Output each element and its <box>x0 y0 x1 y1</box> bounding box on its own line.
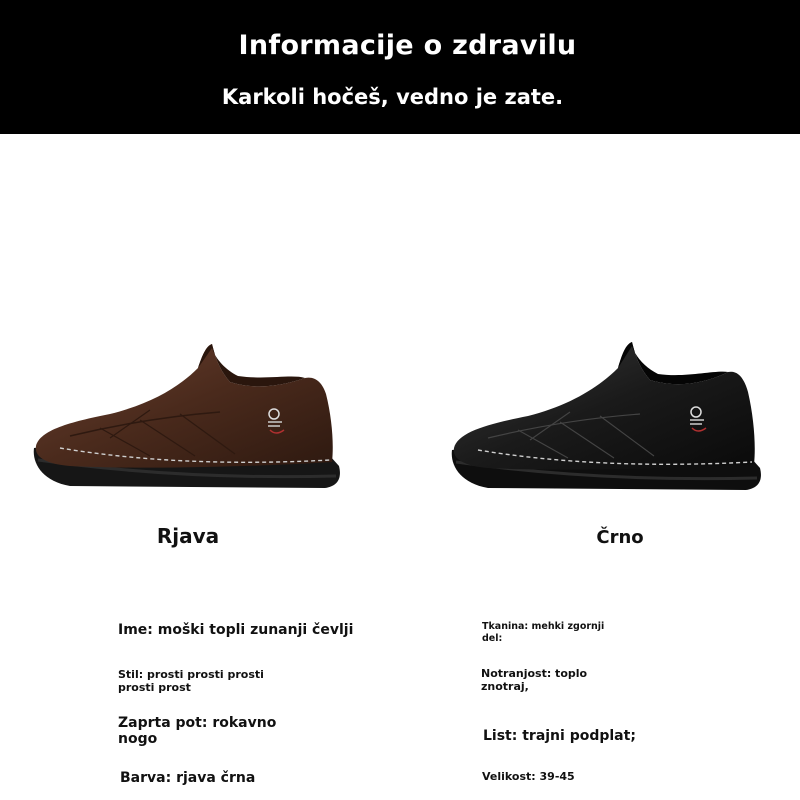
black-shoe-image[interactable] <box>448 338 766 503</box>
page-subtitle: Karkoli hočeš, vedno je zate. <box>221 85 564 109</box>
spec-warmth: Notranjost: toplo znotraj, <box>481 667 588 693</box>
spec-style: Stil: prosti prosti prosti prosti prost <box>118 668 264 694</box>
spec-name: Ime: moški topli zunanji čevlji <box>118 622 354 638</box>
spec-size: Velikost: 39-45 <box>482 770 575 783</box>
page-title: Informacije o zdravilu <box>238 30 577 61</box>
black-color-label[interactable]: Črno <box>596 527 644 548</box>
spec-fabric: Tkanina: mehki zgornji del: <box>482 621 605 645</box>
spec-sole: List: trajni podplat; <box>483 728 636 744</box>
spec-closure: Zaprta pot: rokavno nogo <box>118 715 277 748</box>
brown-shoe-image[interactable] <box>30 338 345 503</box>
spec-color: Barva: rjava črna <box>120 770 256 786</box>
brown-color-label[interactable]: Rjava <box>156 524 220 548</box>
header-banner <box>0 0 800 134</box>
